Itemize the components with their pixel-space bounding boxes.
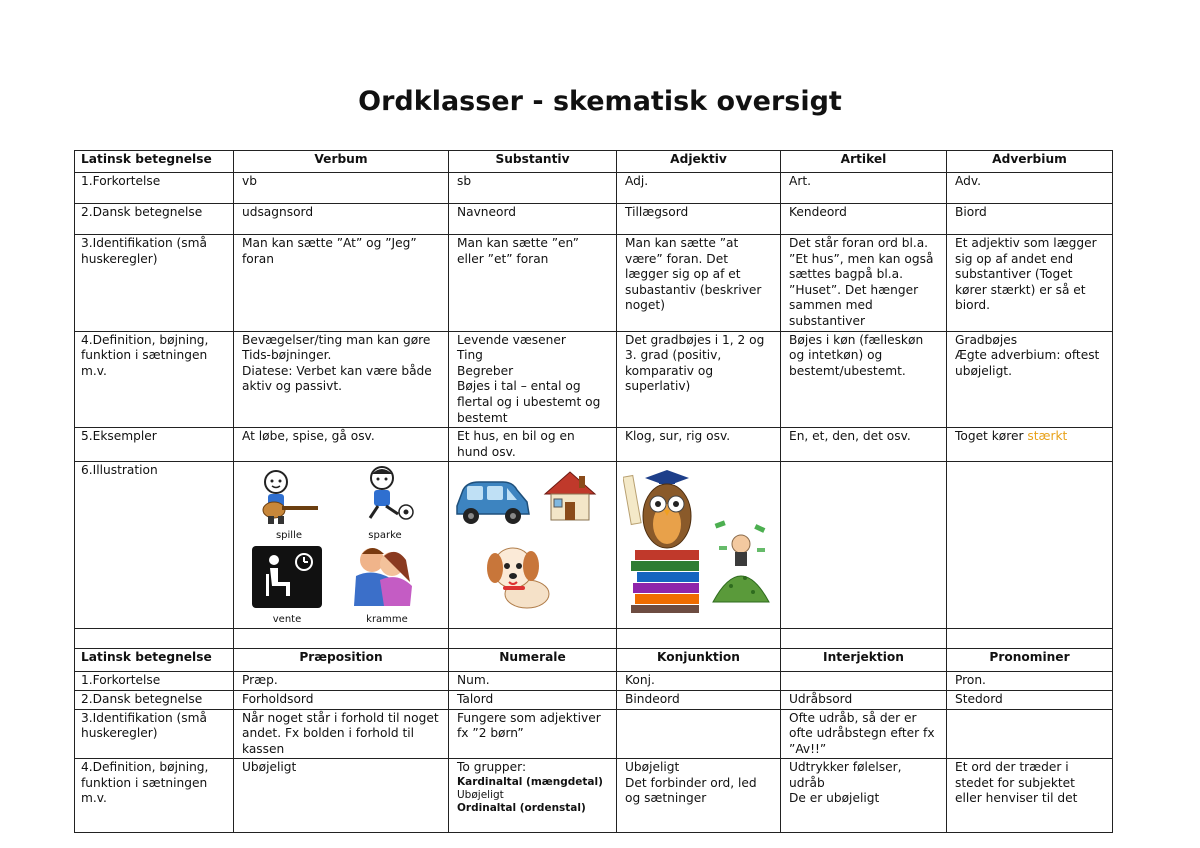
table2-row-identifikation [75,709,1113,759]
table1-header-row [75,151,1113,173]
cell: Adv. [947,173,1113,204]
row-label: 2.Dansk betegnelse [75,690,234,709]
cell-adjektiv: Det gradbøjes i 1, 2 og 3. grad (positiv, komparativ og superlativ) [617,331,781,428]
cell: sb [449,173,617,204]
caption: vente [272,614,302,626]
cell: Præp. [234,672,449,691]
cell-adverbium [947,331,1113,428]
cell: Navneord [449,204,617,235]
text-line: Udtrykker følelser, udråb [789,760,906,790]
group-note: Ubøjeligt [457,788,504,801]
soccer-kid-icon [354,464,420,522]
row-label: 1.Forkortelse [75,672,234,691]
cell: Tillægsord [617,204,781,235]
verbum-illustrations [234,462,449,629]
cell-konjunktion [617,759,781,833]
caption: sparke [368,530,402,542]
cell: Det står foran ord bl.a. ”Et hus”, men kan også sættes bagpå bl.a. ”Huset”. Det hænger sammen med substantiver [781,235,947,332]
cell: vb [234,173,449,204]
header-label: Latinsk betegnelse [75,151,234,173]
puppy-icon [479,538,559,614]
cell: Art. [781,173,947,204]
header-verbum: Verbum [234,151,449,173]
cell-interjektion [781,759,947,833]
table1-row-dansk [75,204,1113,235]
table1-row-identifikation [75,235,1113,332]
text-line: To grupper: [457,760,527,775]
money-pile-icon [711,518,771,604]
caption: kramme [366,614,408,626]
group-title: Kardinaltal (mængdetal) [457,775,603,788]
word-class-table [74,150,1113,833]
cell: Kendeord [781,204,947,235]
header-label: Latinsk betegnelse [75,649,234,672]
house-icon [541,468,599,524]
header-interjektion: Interjektion [781,649,947,672]
row-label: 4.Definition, bøjning, funktion i sætningen m.v. [75,331,234,428]
highlighted-word: stærkt [1027,429,1068,444]
table2-header-row [75,649,1113,672]
cell-adverbium [947,428,1113,462]
cell [617,709,781,759]
cell: Num. [449,672,617,691]
cell: Bindeord [617,690,781,709]
text-line: Bevægelser/ting man kan gøre [242,332,431,347]
cell-verbum [234,331,449,428]
row-label: 4.Definition, bøjning, funktion i sætningen m.v. [75,759,234,833]
row-label: 2.Dansk betegnelse [75,204,234,235]
table2-row-forkortelse [75,672,1113,691]
cell: Stedord [947,690,1113,709]
cell: Fungere som adjektiver fx ”2 børn” [449,709,617,759]
waiting-chair-icon [252,546,322,608]
header-konjunktion: Konjunktion [617,649,781,672]
guitar-boy-icon [256,468,322,526]
table1-row-illustration [75,462,1113,629]
text-line: Begreber [457,363,514,378]
row-label: 3.Identifikation (små huskeregler) [75,709,234,759]
text-line: Bøjes i tal – ental og flertal og i ubestemt og bestemt [457,379,605,425]
cell: Talord [449,690,617,709]
header-praeposition: Præposition [234,649,449,672]
header-numerale: Numerale [449,649,617,672]
text-line: De er ubøjeligt [789,791,880,806]
cell [781,672,947,691]
table2-row-dansk [75,690,1113,709]
row-label: 6.Illustration [75,462,234,629]
cell-artikel: Bøjes i køn (fælleskøn og intetkøn) og bestemt/ubestemt. [781,331,947,428]
text-line: Ægte adverbium: oftest ubøjeligt. [955,348,1104,378]
text-line: Diatese: Verbet kan være både aktiv og passivt. [242,363,436,394]
spacer-row [75,629,1113,649]
cell: Udråbsord [781,690,947,709]
row-label: 1.Forkortelse [75,173,234,204]
cell [947,709,1113,759]
text-line: Ubøjeligt [625,760,680,775]
cell-substantiv [449,331,617,428]
blue-car-icon [453,476,533,526]
header-artikel: Artikel [781,151,947,173]
cell-praeposition: Ubøjeligt [234,759,449,833]
group-title: Ordinaltal (ordenstal) [457,801,586,814]
caption: spille [275,530,303,542]
row-label: 5.Eksempler [75,428,234,462]
text-line: Det forbinder ord, led og sætninger [625,775,761,806]
table1-row-eksempler [75,428,1113,462]
header-adjektiv: Adjektiv [617,151,781,173]
cell: Klog, sur, rig osv. [617,428,781,462]
table2-row-definition [75,759,1113,833]
adjektiv-illustrations [617,462,781,629]
cell: At løbe, spise, gå osv. [234,428,449,462]
text-line: Levende væsener [457,332,566,347]
text-line: Gradbøjes [955,332,1018,347]
cell-pronominer: Et ord der træder i stedet for subjektet eller henviser til det [947,759,1113,833]
cell: Man kan sætte ”at være” foran. Det lægger sig op af et subastantiv (beskriver noget) [617,235,781,332]
cell-numerale [449,759,617,833]
cell: Et hus, en bil og en hund osv. [449,428,617,462]
cell: Adj. [617,173,781,204]
cell: Pron. [947,672,1113,691]
table1-row-forkortelse [75,173,1113,204]
cell: En, et, den, det osv. [781,428,947,462]
cell: Konj. [617,672,781,691]
header-substantiv: Substantiv [449,151,617,173]
cell: Et adjektiv som lægger sig op af andet end substantiver (Toget kører stærkt) er så et biord. [947,235,1113,332]
table1-row-definition [75,331,1113,428]
text-line: Tids-bøjninger. [242,348,332,363]
adverbium-illustration-empty [947,462,1113,629]
row-label: 3.Identifikation (små huskeregler) [75,235,234,332]
cell: Forholdsord [234,690,449,709]
cell: udsagnsord [234,204,449,235]
page-title: Ordklasser - skematisk oversigt [358,86,842,117]
cell: Biord [947,204,1113,235]
cell: Man kan sætte ”At” og ”Jeg” foran [234,235,449,332]
header-pronominer: Pronominer [947,649,1113,672]
cell: Når noget står i forhold til noget andet. Fx bolden i forhold til kassen [234,709,449,759]
artikel-illustration-empty [781,462,947,629]
example-text: Toget kører [955,429,1028,444]
hug-icon [350,542,416,608]
text-line: Ting [457,348,483,363]
wise-owl-icon [623,466,709,614]
cell: Man kan sætte ”en” eller ”et” foran [449,235,617,332]
substantiv-illustrations [449,462,617,629]
cell: Ofte udråb, så der er ofte udråbstegn efter fx ”Av!!” [781,709,947,759]
header-adverbium: Adverbium [947,151,1113,173]
